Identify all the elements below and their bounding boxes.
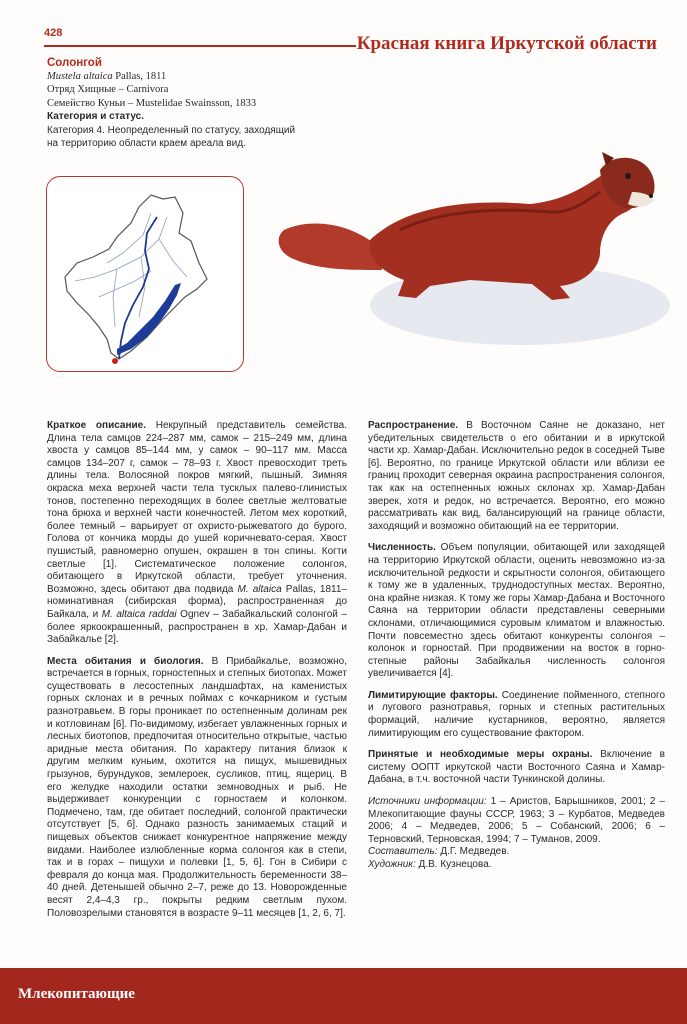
population-paragraph	[368, 542, 665, 681]
sources-paragraph	[368, 796, 665, 872]
limiting-heading: Лимитирующие факторы.	[368, 689, 498, 701]
species-common-name: Солонгой	[47, 57, 102, 69]
distribution-paragraph	[368, 420, 665, 533]
population-heading: Численность.	[368, 542, 436, 554]
description-text-3: Ognev – Забайкальский солонгой – более яркоокрашенный, распространен в хр. Хамар-Дабан и Забайкалье [2].	[47, 608, 347, 646]
animal-tail	[279, 224, 382, 270]
limiting-paragraph	[368, 690, 665, 740]
species-family: Семейство Куньи – Mustelidae Swainsson, 1833	[47, 97, 257, 109]
species-order: Отряд Хищные – Carnivora	[47, 84, 169, 96]
header-rule	[44, 45, 356, 47]
range-point	[112, 358, 118, 364]
left-column	[47, 420, 347, 929]
category-text-1: Категория 4. Неопределенный по статусу, заходящий	[47, 124, 296, 136]
category-heading: Категория и статус.	[47, 111, 145, 123]
description-paragraph	[47, 420, 347, 647]
page-number: 428	[44, 27, 63, 39]
description-subspecies-2: M. altaica raddai	[101, 608, 177, 620]
artist-name: Д.В. Кузнецова.	[418, 859, 492, 870]
range-map	[46, 176, 244, 372]
animal-eye	[625, 173, 631, 179]
range-map-icon	[47, 177, 243, 371]
description-subspecies-1: M. altaica	[237, 583, 282, 595]
protection-paragraph	[368, 749, 665, 787]
habitat-text: В Прибайкалье, возможно, встречается в горных, горностепных и степных биотопах. Может существовать в лесостепных ландшафтах, на каменистых горных склонах и в речных поймах с кочкарником и густым разнотравьем. В горы проникает по остепненным долинам рек и котловинам [6]. По-видимому, избегает увлажненных горных и лесных биотопов, предпочитая относительно открытые, частью аридные места обитания. По характеру питания близок к другим мелким куньим, охотится на пищух, мышевидных грызунов, бурундуков, землероек, сусликов, птиц, ящериц. В его желудке находили остатки земноводных и рыб. Не выдерживает конкуренции с горностаем и колонком. Подмечено, там, где обитает последний, солонгой практически отсутствует [5, 6]. Однако разность занимаемых стаций и пищевых объектов снижает конкурентное напряжение между видами. Наиболее излюбленные корма солонгоя как в степи, так и в горах – пищухи и полевки [1, 5, 6]. Гон в Сибири с февраля до конца мая. Продолжительность беременности 38–40 дней. Детенышей обычно 2–7, реже до 13. Новорожденные весят 2,4–4,3 гр., покрыты редким светлым пухом. Половозрелыми становятся в возрасте 9–11 месяцев [1, 2, 6, 7].	[47, 655, 347, 919]
footer-band	[0, 968, 687, 1024]
limiting-text: Соединение пойменного, степного и лугового разнотравья, горных и степных растительных формаций, наличие кустарников, вероятно, является лимитирующим его существование фактором.	[368, 689, 666, 739]
habitat-heading: Места обитания и биология.	[47, 655, 204, 667]
compiler-name: Д.Г. Медведев.	[440, 846, 510, 858]
description-heading: Краткое описание.	[47, 420, 146, 431]
animal-nose	[649, 194, 653, 198]
sources-text: 1 – Аристов, Барышников, 2001; 2 – Млекопитающие фауны СССР, 1963; 3 – Курбатов, Медведев 2006; 4 – Медведев, 2006; 5 – Собанский, 2006; 6 – Терновский, Терновская, 1994; 7 – Туманов, 2009.	[368, 796, 665, 845]
habitat-paragraph	[47, 656, 347, 920]
species-latin-author: Pallas, 1811	[115, 71, 167, 82]
sources-label: Источники информации:	[368, 796, 487, 808]
animal-illustration	[270, 130, 670, 380]
protection-text: Включение в систему ООПТ иркутской части Восточного Саяна и Хамар-Дабана, в т.ч. восточной части Тункинской долины.	[368, 749, 665, 786]
right-column	[368, 420, 665, 881]
book-title: Красная книга Иркутской области	[356, 33, 657, 54]
species-latin-name: Mustela altaica	[47, 71, 113, 82]
description-text-1: Некрупный представитель семейства. Длина тела самцов 224–287 мм, самок – 215–249 мм, длина хвоста у самцов 85–144 мм, у самок – 90–117 мм. Масса самцов 134–207 г, самок – 78–93 г. Хвост превосходит треть длины тела. Волосяной покров мягкий, пышный. Зимняя окраска меха верхней части тела тусклых палево-глинистых тонов, постепенно переходящих в более светлые желтоватые тона брюха и верхней части конечностей. Летом мех короткий, более темный – варьирует от охристо-рыжеватого до бурого. Голова от кончика морды до ушей коричневато-серая. Хвост пушистый, равномерно опушен, окрашен в тон спины. Когти светлые [1]. Систематическое положение солонгоя, обитающего в Иркутской области, требует уточнения. Возможно, здесь обитают два подвида	[47, 420, 347, 595]
solongoi-illustration	[270, 130, 670, 380]
compiler-label: Составитель:	[368, 846, 438, 858]
description-text-2: Pallas, 1811– номинативная (сибирская форма), распространенная до Байкала, и	[47, 583, 347, 620]
artist-label: Художник:	[368, 859, 416, 870]
category-text-2: на территорию области краем ареала вид.	[47, 138, 246, 150]
distribution-text: В Восточном Саяне не доказано, нет убедительных свидетельств о его обитании и в иркутской части хр. Хамар-Дабан. Исключительно редок в соседней Тыве [6]. Вероятно, по границе Иркутской области или вблизи ее границ проходит северная окраина распространения солонгоя, так как на остепненных южных склонах хр. Хамар-Дабан зверек, хотя и редок, но встречается. Вероятно, его можно рассматривать как вид, балансирующий на границе области, заходящий и возможно обитающий на ее территории.	[368, 420, 666, 532]
species-latin-line	[47, 70, 347, 83]
population-text: Объем популяции, обитающей или заходящей на территорию Иркутской области, оценить невозможно из-за исключительной редкости и скрытности солонгоя, обитающего к тому же в удаленных, труднодоступных местах. Вероятно, она крайне низкая. К тому же горы Хамар-Дабана и Восточного Саяна на территории области представлены северными склонами, отличающимися суровым климатом и влажностью. Почти повсеместно здесь обитают конкуренты солонгоя – колонок и горностай. При продвижении на восток в горно-степные районы Забайкалья численность солонгоя увеличивается [4].	[368, 542, 665, 680]
footer-section-label: Млекопитающие	[18, 986, 135, 1002]
protection-heading: Принятые и необходимые меры охраны.	[368, 749, 593, 761]
distribution-heading: Распространение.	[368, 420, 459, 431]
